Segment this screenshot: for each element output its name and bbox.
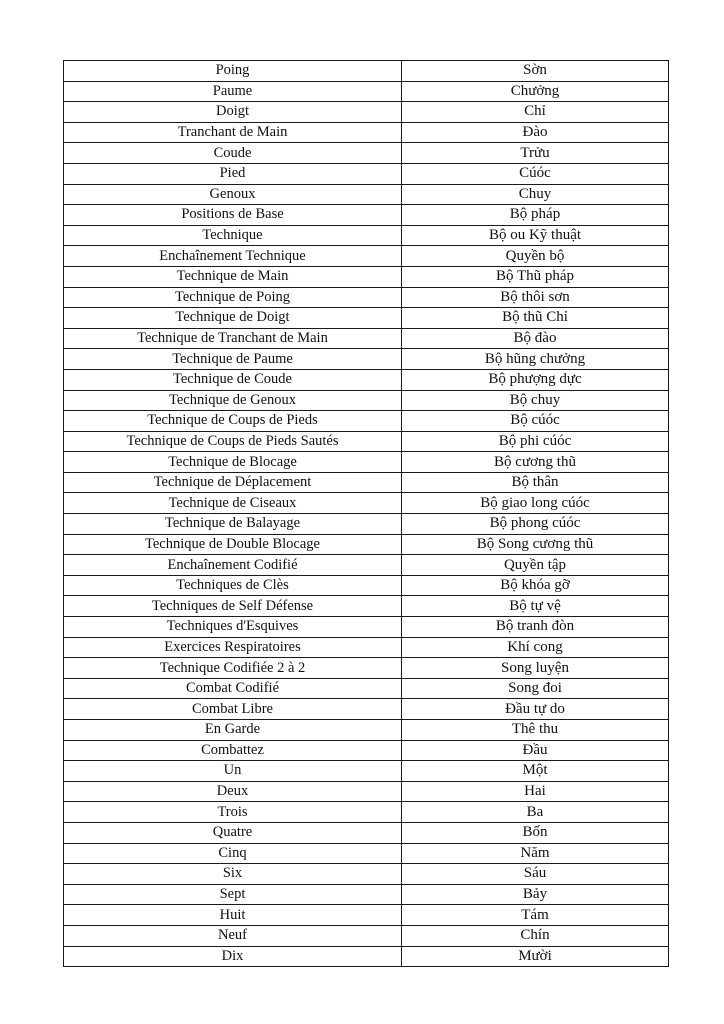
vietnamese-term: Bộ thũ Chỉ <box>402 308 669 329</box>
french-term: Technique de Coude <box>64 369 402 390</box>
table-row <box>64 781 669 802</box>
french-term: Technique de Ciseaux <box>64 493 402 514</box>
french-term: Technique de Blocage <box>64 452 402 473</box>
french-term: Combattez <box>64 740 402 761</box>
french-term: Poing <box>64 61 402 82</box>
table-row <box>64 411 669 432</box>
vietnamese-term: Khí cong <box>402 637 669 658</box>
french-term: Technique de Coups de Pieds Sautés <box>64 431 402 452</box>
vietnamese-term: Bộ Song cương thũ <box>402 534 669 555</box>
french-term: Technique de Main <box>64 266 402 287</box>
french-term: Doigt <box>64 102 402 123</box>
vietnamese-term: Bộ đào <box>402 328 669 349</box>
french-term: Technique de Balayage <box>64 514 402 535</box>
table-row <box>64 246 669 267</box>
vietnamese-term: Chỉ <box>402 102 669 123</box>
french-term: Huit <box>64 905 402 926</box>
vietnamese-term: Bộ khóa gỡ <box>402 575 669 596</box>
table-row <box>64 287 669 308</box>
table-row <box>64 163 669 184</box>
french-term: Coude <box>64 143 402 164</box>
vietnamese-term: Ba <box>402 802 669 823</box>
vietnamese-term: Bộ tranh đòn <box>402 617 669 638</box>
table-row <box>64 575 669 596</box>
table-row <box>64 905 669 926</box>
vietnamese-term: Bộ ou Kỹ thuật <box>402 225 669 246</box>
table-row <box>64 472 669 493</box>
french-term: Combat Libre <box>64 699 402 720</box>
table-row <box>64 740 669 761</box>
french-term: Technique de Poing <box>64 287 402 308</box>
vietnamese-term: Quyền bộ <box>402 246 669 267</box>
table-row <box>64 678 669 699</box>
vietnamese-term: Bộ thân <box>402 472 669 493</box>
vietnamese-term: Bộ pháp <box>402 205 669 226</box>
french-term: Cinq <box>64 843 402 864</box>
table-row <box>64 452 669 473</box>
table-row <box>64 431 669 452</box>
vietnamese-term: Đầu tự do <box>402 699 669 720</box>
french-term: Un <box>64 761 402 782</box>
french-term: Genoux <box>64 184 402 205</box>
glossary-body <box>64 61 669 967</box>
french-term: Technique de Genoux <box>64 390 402 411</box>
table-row <box>64 493 669 514</box>
french-term: Technique <box>64 225 402 246</box>
french-term: Techniques de Self Défense <box>64 596 402 617</box>
french-term: Trois <box>64 802 402 823</box>
table-row <box>64 205 669 226</box>
vietnamese-term: Bộ Thũ pháp <box>402 266 669 287</box>
vietnamese-term: Bộ phi cúóc <box>402 431 669 452</box>
vietnamese-term: Cúóc <box>402 163 669 184</box>
french-term: En Garde <box>64 720 402 741</box>
vietnamese-term: Bảy <box>402 884 669 905</box>
table-row <box>64 658 669 679</box>
french-term: Technique de Tranchant de Main <box>64 328 402 349</box>
vietnamese-term: Chưởng <box>402 81 669 102</box>
table-row <box>64 596 669 617</box>
table-row <box>64 843 669 864</box>
french-term: Technique de Déplacement <box>64 472 402 493</box>
vietnamese-term: Song đoi <box>402 678 669 699</box>
vietnamese-term: Quyền tập <box>402 555 669 576</box>
vietnamese-term: Song luyện <box>402 658 669 679</box>
table-row <box>64 328 669 349</box>
french-term: Paume <box>64 81 402 102</box>
french-term: Quatre <box>64 822 402 843</box>
french-term: Deux <box>64 781 402 802</box>
table-row <box>64 534 669 555</box>
vietnamese-term: Bộ thôi sơn <box>402 287 669 308</box>
table-row <box>64 925 669 946</box>
vietnamese-term: Bộ giao long cúóc <box>402 493 669 514</box>
vietnamese-term: Đào <box>402 122 669 143</box>
vietnamese-term: Bộ tự vệ <box>402 596 669 617</box>
table-row <box>64 884 669 905</box>
table-row <box>64 514 669 535</box>
glossary-table <box>63 60 669 967</box>
vietnamese-term: Bốn <box>402 822 669 843</box>
table-row <box>64 369 669 390</box>
table-row <box>64 946 669 967</box>
vietnamese-term: Hai <box>402 781 669 802</box>
french-term: Technique de Double Blocage <box>64 534 402 555</box>
french-term: Combat Codifié <box>64 678 402 699</box>
vietnamese-term: Sáu <box>402 864 669 885</box>
french-term: Tranchant de Main <box>64 122 402 143</box>
table-row <box>64 61 669 82</box>
vietnamese-term: Chuy <box>402 184 669 205</box>
table-row <box>64 349 669 370</box>
vietnamese-term: Tám <box>402 905 669 926</box>
table-row <box>64 617 669 638</box>
vietnamese-term: Đầu <box>402 740 669 761</box>
table-row <box>64 637 669 658</box>
table-row <box>64 184 669 205</box>
french-term: Enchaînement Codifié <box>64 555 402 576</box>
table-row <box>64 699 669 720</box>
french-term: Exercices Respiratoires <box>64 637 402 658</box>
table-row <box>64 143 669 164</box>
table-row <box>64 81 669 102</box>
table-row <box>64 761 669 782</box>
table-row <box>64 266 669 287</box>
french-term: Sept <box>64 884 402 905</box>
vietnamese-term: Bộ cương thũ <box>402 452 669 473</box>
vietnamese-term: Sờn <box>402 61 669 82</box>
french-term: Positions de Base <box>64 205 402 226</box>
vietnamese-term: Trửu <box>402 143 669 164</box>
vietnamese-term: Bộ chuy <box>402 390 669 411</box>
vietnamese-term: Chín <box>402 925 669 946</box>
french-term: Technique Codifiée 2 à 2 <box>64 658 402 679</box>
vietnamese-term: Thê thu <box>402 720 669 741</box>
table-row <box>64 802 669 823</box>
french-term: Technique de Paume <box>64 349 402 370</box>
vietnamese-term: Bộ hũng chưởng <box>402 349 669 370</box>
french-term: Techniques de Clès <box>64 575 402 596</box>
table-row <box>64 390 669 411</box>
french-term: Pied <box>64 163 402 184</box>
table-row <box>64 102 669 123</box>
vietnamese-term: Năm <box>402 843 669 864</box>
table-row <box>64 555 669 576</box>
vietnamese-term: Mười <box>402 946 669 967</box>
vietnamese-term: Bộ phượng dực <box>402 369 669 390</box>
table-row <box>64 720 669 741</box>
french-term: Techniques d'Esquives <box>64 617 402 638</box>
french-term: Dix <box>64 946 402 967</box>
french-term: Six <box>64 864 402 885</box>
vietnamese-term: Bộ phong cúóc <box>402 514 669 535</box>
french-term: Enchaînement Technique <box>64 246 402 267</box>
table-row <box>64 308 669 329</box>
table-row <box>64 225 669 246</box>
table-row <box>64 822 669 843</box>
table-row <box>64 122 669 143</box>
french-term: Neuf <box>64 925 402 946</box>
table-row <box>64 864 669 885</box>
french-term: Technique de Coups de Pieds <box>64 411 402 432</box>
french-term: Technique de Doigt <box>64 308 402 329</box>
vietnamese-term: Bộ cúóc <box>402 411 669 432</box>
vietnamese-term: Một <box>402 761 669 782</box>
